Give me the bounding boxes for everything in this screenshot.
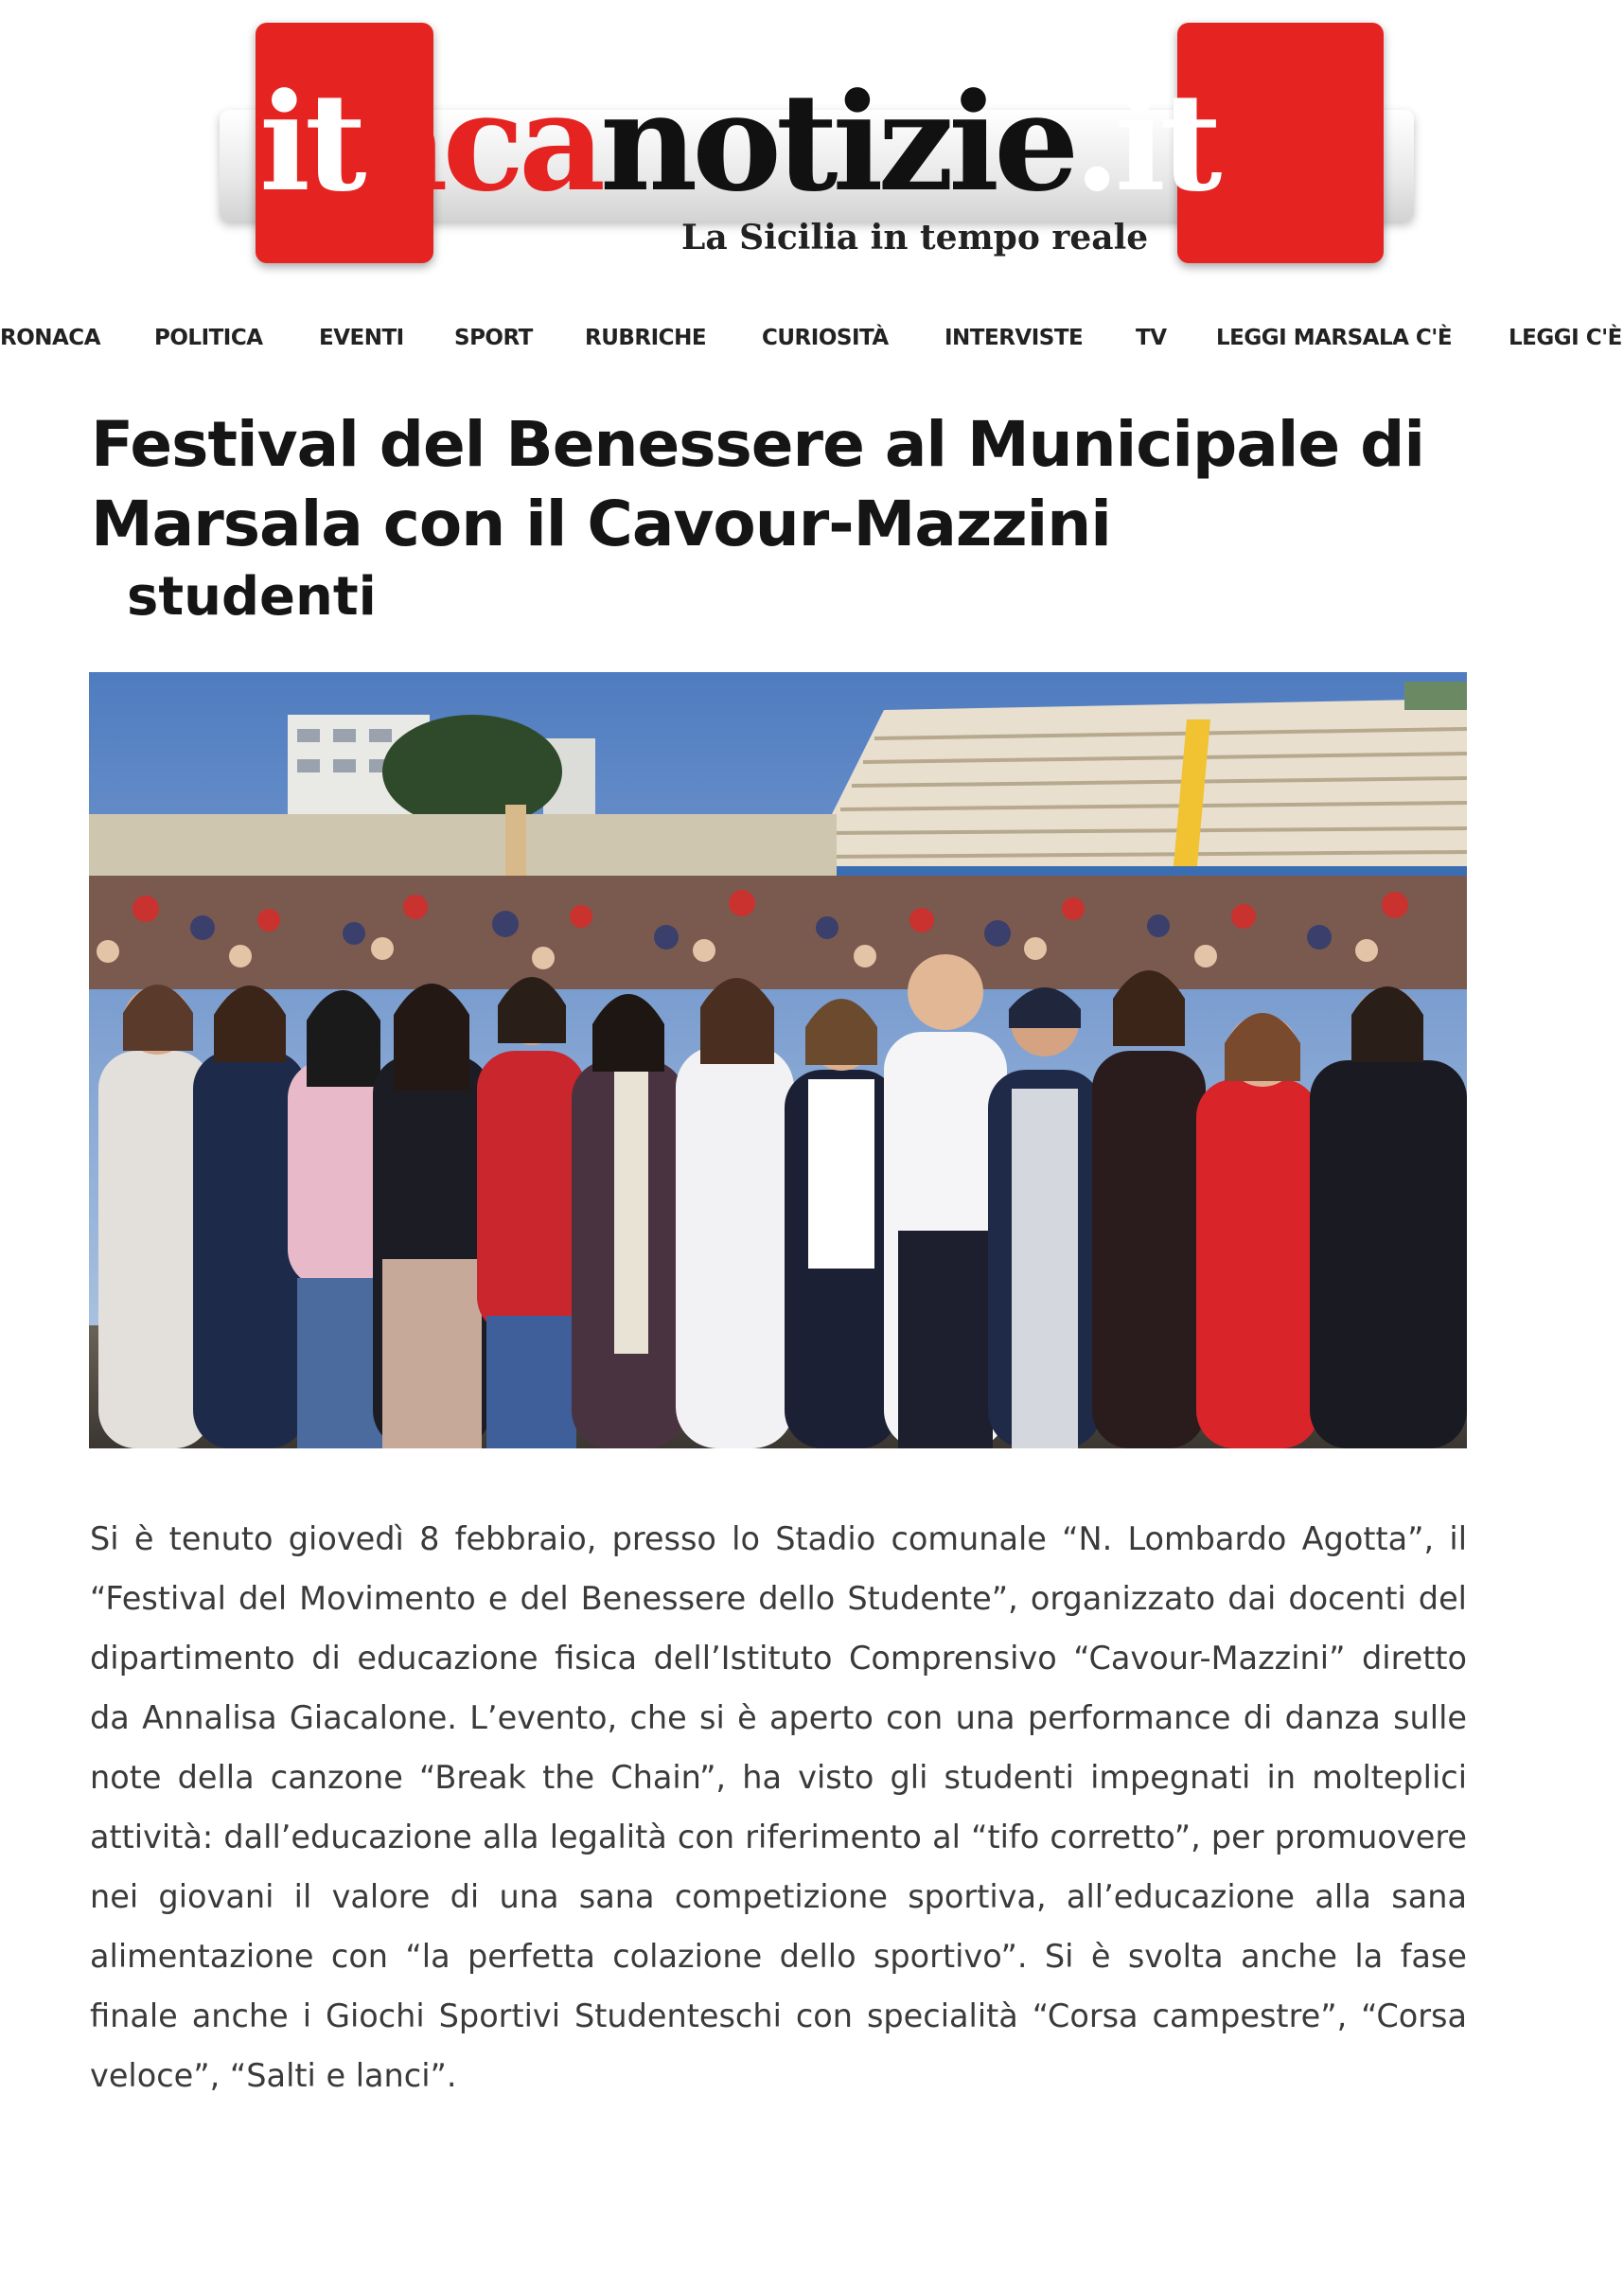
nav-item-leggi-marsala[interactable]: LEGGI MARSALA C'È (1216, 326, 1453, 350)
logo-part-dot-it: .it (1073, 64, 1217, 222)
nav-item-curiosita[interactable]: CURIOSITÀ (762, 326, 889, 350)
site-logo[interactable] (220, 23, 1414, 271)
logo-wordmark (259, 64, 1217, 222)
nav-item-politica[interactable]: POLITICA (154, 326, 263, 350)
group-photo-icon (89, 672, 1467, 1448)
article-photo[interactable] (89, 672, 1467, 1448)
nav-item-sport[interactable]: SPORT (454, 326, 533, 350)
main-nav (0, 322, 1624, 360)
logo-part-it: it (259, 64, 362, 222)
article-subtitle: studenti (127, 566, 377, 628)
article-title: Festival del Benessere al Municipale di Marsala con il Cavour-Mazzini (91, 408, 1425, 560)
nav-item-leggi-ce[interactable]: LEGGI C'È (1509, 326, 1622, 350)
logo-tagline: La Sicilia in tempo reale (681, 218, 1149, 257)
article-body: Si è tenuto giovedì 8 febbraio, presso lo Stadio comunale “N. Lombardo Agotta”, il “Festival del Movimento e del Benessere dello Studente”, organizzato dai docenti del dipartimento di educazione fisica dell’Istituto Comprensivo “Cavour-Mazzini” diretto da Annalisa Giacalone. L’evento, che si è aperto con una performance di danza sulle note della canzone “Break the Chain”, ha visto gli studenti impegnati in molteplici attività: dall’educazione alla legalità con riferimento al “tifo corretto”, per promuovere nei giovani il valore di una sana competizione sportiva, all’educazione alla sana alimentazione con “la perfetta colazione dello sportivo”. Si è svolta anche la fase finale anche i Giochi Sportivi Studenteschi con specialità “Corsa campestre”, “Corsa veloce”, “Salti e lanci”. (90, 1520, 1467, 2094)
nav-item-tv[interactable]: TV (1136, 326, 1167, 350)
logo-part-notizie: notizie (600, 64, 1074, 222)
nav-item-eventi[interactable]: EVENTI (319, 326, 404, 350)
nav-item-cronaca[interactable]: RONACA (0, 326, 100, 350)
logo-part-aca: aca (361, 64, 601, 222)
nav-item-interviste[interactable]: INTERVISTE (944, 326, 1084, 350)
nav-item-rubriche[interactable]: RUBRICHE (585, 326, 707, 350)
